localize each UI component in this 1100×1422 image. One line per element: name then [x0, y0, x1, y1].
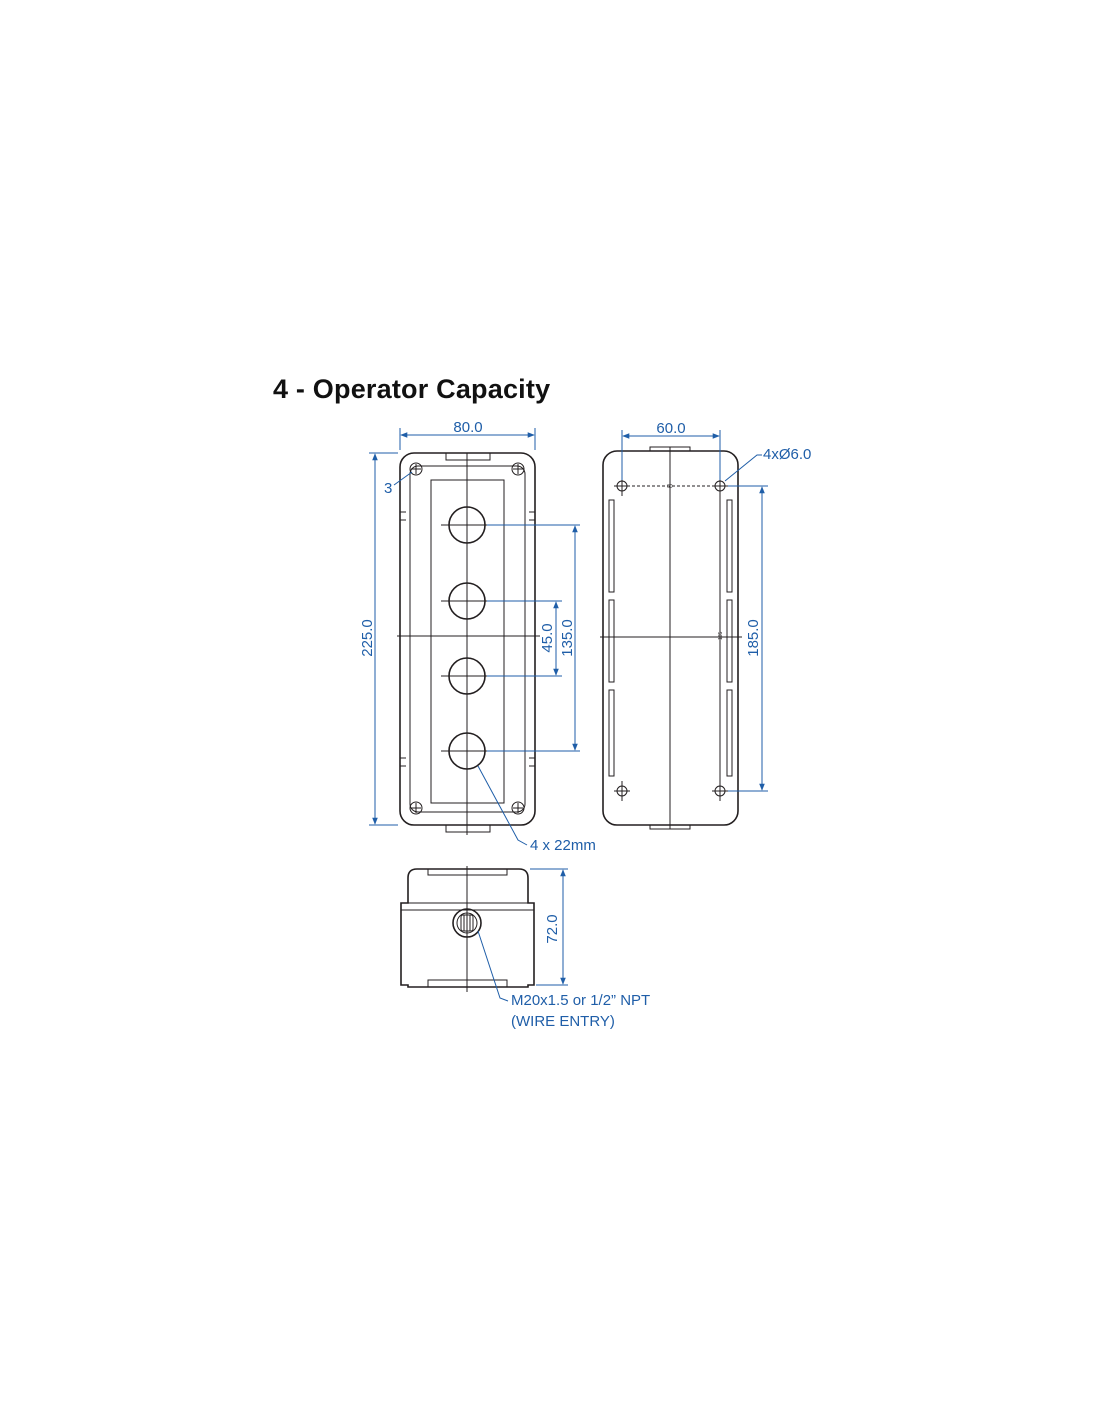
cable-gland: [453, 909, 481, 937]
screw-label: 3: [384, 480, 393, 497]
back-height-dimension: [728, 486, 768, 791]
holes-label: 4 x 22mm: [530, 837, 596, 854]
back-left-channels: [609, 500, 614, 776]
wire-entry-label-line1: M20x1.5 or 1/2” NPT: [511, 992, 651, 1009]
back-width-dimension: [622, 420, 720, 480]
front-width-label: 80.0: [453, 419, 483, 436]
back-view: [600, 420, 811, 829]
bottom-boss: [446, 825, 490, 832]
span-dimension: [487, 525, 580, 751]
span-label: 135.0: [559, 619, 576, 657]
back-right-channels: [727, 500, 732, 776]
screw-leader: [384, 472, 412, 497]
screw-bottom-right: [512, 802, 524, 814]
front-width-dimension: [400, 419, 535, 450]
front-height-label: 225.0: [359, 619, 376, 657]
back-width-label: 60.0: [656, 420, 686, 437]
front-height-dimension: [359, 453, 398, 825]
screw-top-left: [410, 463, 422, 475]
wire-entry-label-line2: (WIRE ENTRY): [511, 1013, 615, 1030]
mount-hole-bottom-right: [712, 781, 728, 801]
inner-width-mark: 60: [667, 484, 673, 490]
back-height-label: 185.0: [745, 619, 762, 657]
bottom-view: [401, 866, 650, 1030]
mount-holes-label: 4xØ6.0: [763, 446, 812, 463]
inner-height-mark: 185: [718, 631, 724, 640]
bottom-height-dimension: [530, 869, 568, 985]
front-view: [359, 419, 596, 854]
screw-bottom-left: [410, 802, 422, 814]
mount-hole-bottom-left: [614, 781, 630, 801]
holes-leader: [478, 766, 596, 854]
page-title: 4 - Operator Capacity: [273, 374, 551, 404]
top-boss: [446, 453, 490, 460]
screw-top-right: [512, 463, 524, 475]
bottom-height-label: 72.0: [544, 914, 561, 944]
pitch-label: 45.0: [539, 623, 556, 653]
